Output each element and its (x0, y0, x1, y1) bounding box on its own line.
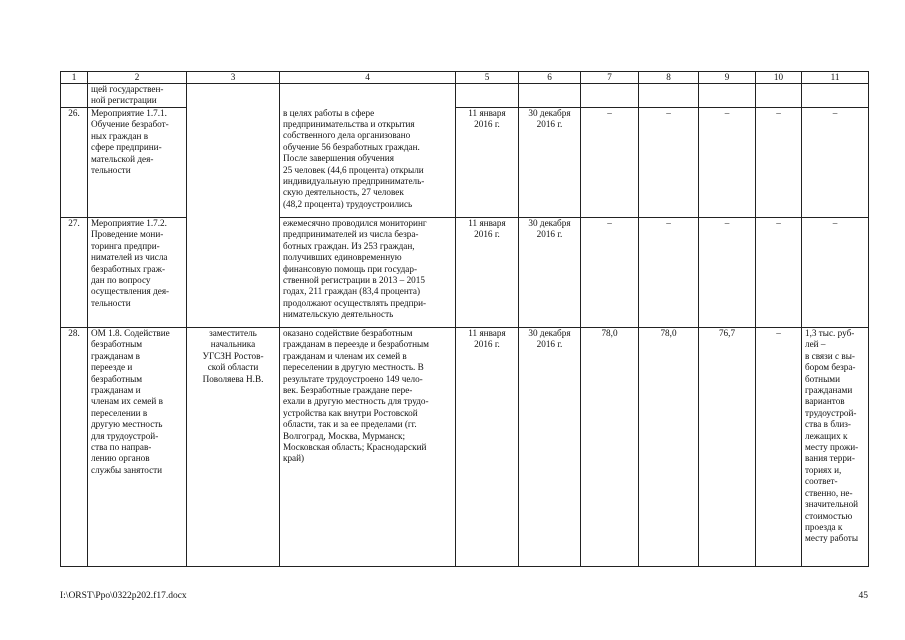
responsible-cell (187, 84, 280, 108)
table-row (61, 328, 869, 567)
result-cell: в целях работы в сфере предпринимательства и открытия собственного дела организовано обучение 56 безработных граждан. После завершения обучения 25 человек (44,6 процента) открыли индивидуальную предприниматель- скую деятельность, 27 человек (48,2 процента) трудоустроились (280, 108, 456, 218)
start-date-cell: 11 января 2016 г. (456, 108, 519, 218)
value-cell-9: – (699, 218, 756, 328)
end-date-cell: 30 декабря 2016 г. (519, 328, 581, 567)
footer-file-path: I:\ORST\Ppo\0322p202.f17.docx (60, 591, 187, 601)
value-cell-10: – (756, 218, 802, 328)
value-cell-7: – (581, 108, 639, 218)
header-cell: 11 (802, 72, 869, 84)
measure-cell: щей государствен- ной регистрации (88, 84, 187, 108)
value-cell-10: – (756, 328, 802, 567)
value-cell-8: 78,0 (639, 328, 699, 567)
header-cell: 6 (519, 72, 581, 84)
header-cell: 1 (61, 72, 88, 84)
header-cell: 8 (639, 72, 699, 84)
header-cell: 10 (756, 72, 802, 84)
responsible-cell (187, 218, 280, 328)
note-cell (802, 84, 869, 108)
row-number (61, 84, 88, 108)
note-cell: – (802, 108, 869, 218)
value-cell-9 (699, 84, 756, 108)
header-row (61, 72, 869, 84)
header-cell: 5 (456, 72, 519, 84)
value-cell-10: – (756, 108, 802, 218)
value-cell-7: 78,0 (581, 328, 639, 567)
value-cell-8: – (639, 108, 699, 218)
value-cell-7: – (581, 218, 639, 328)
header-cell: 2 (88, 72, 187, 84)
start-date-cell: 11 января 2016 г. (456, 218, 519, 328)
table-row (61, 218, 869, 328)
value-cell-10 (756, 84, 802, 108)
measure-cell: Мероприятие 1.7.1. Обучение безработ- ных граждан в сфере предприни- мательской дея- тельности (88, 108, 187, 218)
start-date-cell (456, 84, 519, 108)
end-date-cell: 30 декабря 2016 г. (519, 218, 581, 328)
value-cell-8 (639, 84, 699, 108)
report-table (60, 71, 869, 567)
end-date-cell: 30 декабря 2016 г. (519, 108, 581, 218)
table-row (61, 108, 869, 218)
responsible-cell: заместитель начальника УГСЗН Ростов- ской области Поволяева Н.В. (187, 328, 280, 567)
value-cell-7 (581, 84, 639, 108)
header-cell: 7 (581, 72, 639, 84)
header-cell: 3 (187, 72, 280, 84)
value-cell-9: – (699, 108, 756, 218)
result-cell: ежемесячно проводился мониторинг предпринимателей из числа безра- ботных граждан. Из 253 граждан, получивших единовременную финансовую помощь при государ- ственной регистрации в 2013 – 2015 годах, 211 граждан (83,4 процента) продолжают осуществлять предпри- нимательскую деятельность (280, 218, 456, 328)
page-number: 45 (858, 591, 868, 601)
table-row (61, 84, 869, 108)
header-cell: 9 (699, 72, 756, 84)
responsible-cell (187, 108, 280, 218)
row-number: 26. (61, 108, 88, 218)
value-cell-9: 76,7 (699, 328, 756, 567)
measure-cell: Мероприятие 1.7.2. Проведение мони- торинга предпри- нимателей из числа безработных граж- дан по вопросу осуществления дея- тельности (88, 218, 187, 328)
start-date-cell: 11 января 2016 г. (456, 328, 519, 567)
note-cell: – (802, 218, 869, 328)
note-cell: 1,3 тыс. руб- лей – в связи с вы- бором безра- ботными гражданами вариантов трудоустрой- ства в близ- лежащих к месту прожи- вания терри- ториях и, соответ- ственно, не- значительной стоимостью проезда к месту работы (802, 328, 869, 567)
row-number: 27. (61, 218, 88, 328)
header-cell: 4 (280, 72, 456, 84)
result-cell (280, 84, 456, 108)
row-number: 28. (61, 328, 88, 567)
measure-cell: ОМ 1.8. Содействие безработным гражданам в переезде и безработным гражданам и членам их семей в переселении в другую местность для трудоустрой- ства по направ- лению органов службы занятости (88, 328, 187, 567)
value-cell-8: – (639, 218, 699, 328)
result-cell: оказано содействие безработным гражданам в переезде и безработным гражданам и членам их семей в переселении в другую местность. В результате трудоустроено 149 чело- век. Безработные граждане пере- ехали в другую местность для трудо- устройства как внутри Ростовской области, так и за ее пределами (гг. Волгоград, Москва, Мурманск; Московская область; Краснодарский край) (280, 328, 456, 567)
end-date-cell (519, 84, 581, 108)
